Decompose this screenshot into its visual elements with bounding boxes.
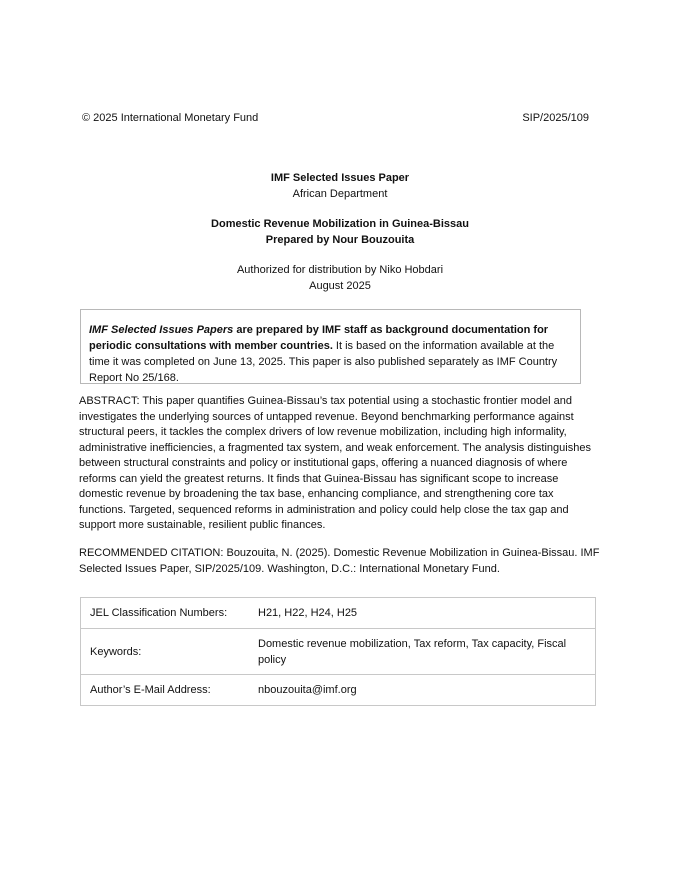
authorized-by: Authorized for distribution by Niko Hobdari: [236, 264, 444, 276]
abstract-paragraph: ABSTRACT: This paper quantifies Guinea-Bissau’s tax potential using a stochastic frontier model and investigates the underlying sources of untapped revenue. Beyond benchmarking performance against structural peers, it tackles the complex drivers of low revenue mobilization, including high informality, administrative inefficiencies, a fragmented tax system, and weak enforcement. The analysis distinguishes between structural constraints and policy or institutional gaps, offering a nuanced diagnosis of where reforms can yield the greatest returns. It finds that Guinea-Bissau has significant scope to increase domestic revenue by broadening the tax base, enhancing compliance, and strengthening core tax functions. Targeted, sequenced reforms in administration and policy could help close the tax gap and support more sustainable, resilient public finances.: [79, 395, 591, 531]
table-row: [81, 598, 596, 629]
disclaimer-plain-text: It is based on the information available at the time it was completed on June 13, 2025. This paper is also published separately as IMF Country Report No 25/168.: [89, 340, 558, 384]
paper-number: SIP/2025/109: [522, 112, 589, 124]
series-title: IMF Selected Issues Paper: [270, 172, 410, 184]
metadata-table: [80, 597, 596, 706]
table-row: [81, 629, 596, 675]
row-label: Keywords:: [81, 629, 258, 675]
disclaimer-box: [80, 309, 581, 384]
authorization-block: [0, 262, 680, 294]
author-line: Prepared by Nour Bouzouita: [265, 234, 415, 246]
disclaimer-bold-text: are prepared by IMF staff as background documentation for periodic consultations with member countries.: [89, 324, 549, 352]
row-label: Author’s E-Mail Address:: [81, 675, 258, 706]
row-value: H21, H22, H24, H25: [257, 598, 596, 629]
disclaimer-series-name: IMF Selected Issues Papers: [89, 324, 234, 336]
department-name: African Department: [292, 188, 388, 200]
copyright-notice: © 2025 International Monetary Fund: [82, 112, 259, 124]
table-row: [81, 675, 596, 706]
author-email[interactable]: nbouzouita@imf.org: [257, 675, 596, 706]
paper-title-block: [0, 216, 680, 248]
publication-date: August 2025: [309, 280, 371, 292]
row-value: Domestic revenue mobilization, Tax reform, Tax capacity, Fiscal policy: [257, 629, 596, 675]
series-block: [0, 170, 680, 202]
citation-paragraph: RECOMMENDED CITATION: Bouzouita, N. (2025). Domestic Revenue Mobilization in Guinea-Bissau. IMF Selected Issues Paper, SIP/2025/109. Washington, D.C.: International Monetary Fund.: [79, 547, 600, 575]
paper-title: Domestic Revenue Mobilization in Guinea-Bissau: [211, 218, 469, 230]
row-label: JEL Classification Numbers:: [81, 598, 258, 629]
